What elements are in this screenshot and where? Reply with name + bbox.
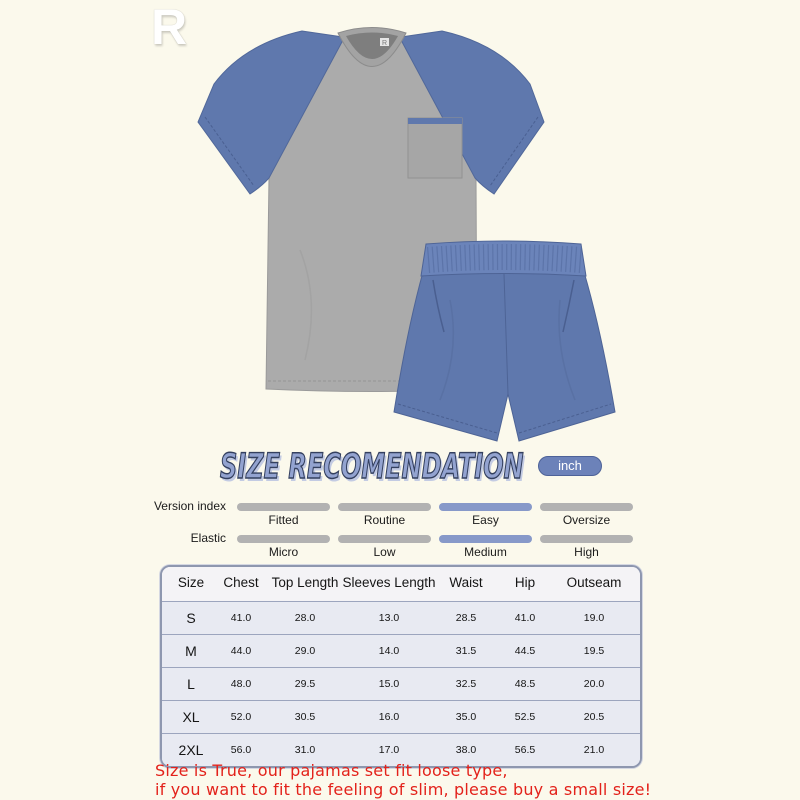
scale-bar <box>540 535 633 543</box>
elastic-scale <box>0 530 800 560</box>
outseam-cell: 21.0 <box>583 744 605 756</box>
scale-bar <box>439 535 532 543</box>
version-index-label: Version index <box>153 499 226 513</box>
scale-bar <box>338 503 431 511</box>
column-header-size: Size <box>177 575 205 590</box>
elastic-options <box>237 545 633 559</box>
waist-cell: 32.5 <box>455 678 477 690</box>
table-row <box>162 700 640 733</box>
sleeves-length-cell: 13.0 <box>378 612 400 624</box>
scale-bar <box>439 503 532 511</box>
scale-option-label: Medium <box>464 545 507 559</box>
table-row <box>162 634 640 667</box>
size-recommendation-title: SIZE RECOMENDATION <box>220 446 524 487</box>
size-cell: XL <box>182 709 200 725</box>
hip-cell: 56.5 <box>514 744 536 756</box>
waist-cell: 35.0 <box>455 711 477 723</box>
waist-cell: 28.5 <box>455 612 477 624</box>
sleeves-length-cell: 16.0 <box>378 711 400 723</box>
brand-logo: R <box>151 0 188 55</box>
shorts-illustration <box>394 241 615 441</box>
top-length-cell: 28.0 <box>294 612 316 624</box>
size-cell: S <box>186 610 196 626</box>
chest-cell: 41.0 <box>230 612 252 624</box>
scale-bar <box>540 503 633 511</box>
scale-bar <box>237 503 330 511</box>
hip-cell: 44.5 <box>514 645 536 657</box>
hip-cell: 52.5 <box>514 711 536 723</box>
column-header-sleeves-length: Sleeves Length <box>342 575 436 590</box>
unit-badge: inch <box>538 456 602 476</box>
outseam-cell: 20.0 <box>583 678 605 690</box>
scale-option-label: Micro <box>268 545 299 559</box>
hip-cell: 48.5 <box>514 678 536 690</box>
scale-bar <box>237 535 330 543</box>
top-length-cell: 31.0 <box>294 744 316 756</box>
sizing-note-line-1: Size is True, our pajamas set fit loose type, <box>155 761 508 780</box>
sleeves-length-cell: 14.0 <box>378 645 400 657</box>
table-row <box>162 601 640 634</box>
waist-cell: 38.0 <box>455 744 477 756</box>
table-row <box>162 667 640 700</box>
top-length-cell: 29.5 <box>294 678 316 690</box>
size-cell: 2XL <box>178 742 204 758</box>
elastic-label: Elastic <box>190 531 226 545</box>
chest-cell: 48.0 <box>230 678 252 690</box>
sleeves-length-cell: 15.0 <box>378 678 400 690</box>
outseam-cell: 19.5 <box>583 645 605 657</box>
scale-option-label: High <box>574 545 599 559</box>
sleeves-length-cell: 17.0 <box>378 744 400 756</box>
scale-bar <box>338 535 431 543</box>
column-header-hip: Hip <box>514 575 536 590</box>
version-index-options <box>237 513 633 527</box>
chest-pocket <box>408 118 462 178</box>
column-header-outseam: Outseam <box>566 575 622 590</box>
chest-cell: 56.0 <box>230 744 252 756</box>
column-header-waist: Waist <box>449 575 483 590</box>
size-table <box>160 565 642 768</box>
size-cell: L <box>187 676 195 692</box>
column-header-chest: Chest <box>223 575 259 590</box>
chest-cell: 52.0 <box>230 711 252 723</box>
waist-cell: 31.5 <box>455 645 477 657</box>
table-header-row <box>162 567 640 601</box>
size-cell: M <box>185 643 197 659</box>
scale-option-label: Oversize <box>562 513 611 527</box>
top-length-cell: 29.0 <box>294 645 316 657</box>
elastic-bars <box>237 535 633 543</box>
sizing-note <box>155 762 651 799</box>
version-index-scale <box>0 498 800 528</box>
chest-pocket-trim <box>408 118 462 124</box>
sizing-note-line-2: if you want to fit the feeling of slim, please buy a small size! <box>155 779 652 799</box>
top-length-cell: 30.5 <box>294 711 316 723</box>
scale-option-label: Routine <box>363 513 406 527</box>
column-header-top-length: Top Length <box>271 575 339 590</box>
version-index-bars <box>237 503 633 511</box>
neck-tag-logo: R <box>381 40 388 47</box>
hip-cell: 41.0 <box>514 612 536 624</box>
outseam-cell: 20.5 <box>583 711 605 723</box>
scale-option-label: Low <box>373 545 396 559</box>
chest-cell: 44.0 <box>230 645 252 657</box>
scale-option-label: Easy <box>472 513 499 527</box>
scale-option-label: Fitted <box>268 513 299 527</box>
outseam-cell: 19.0 <box>583 612 605 624</box>
